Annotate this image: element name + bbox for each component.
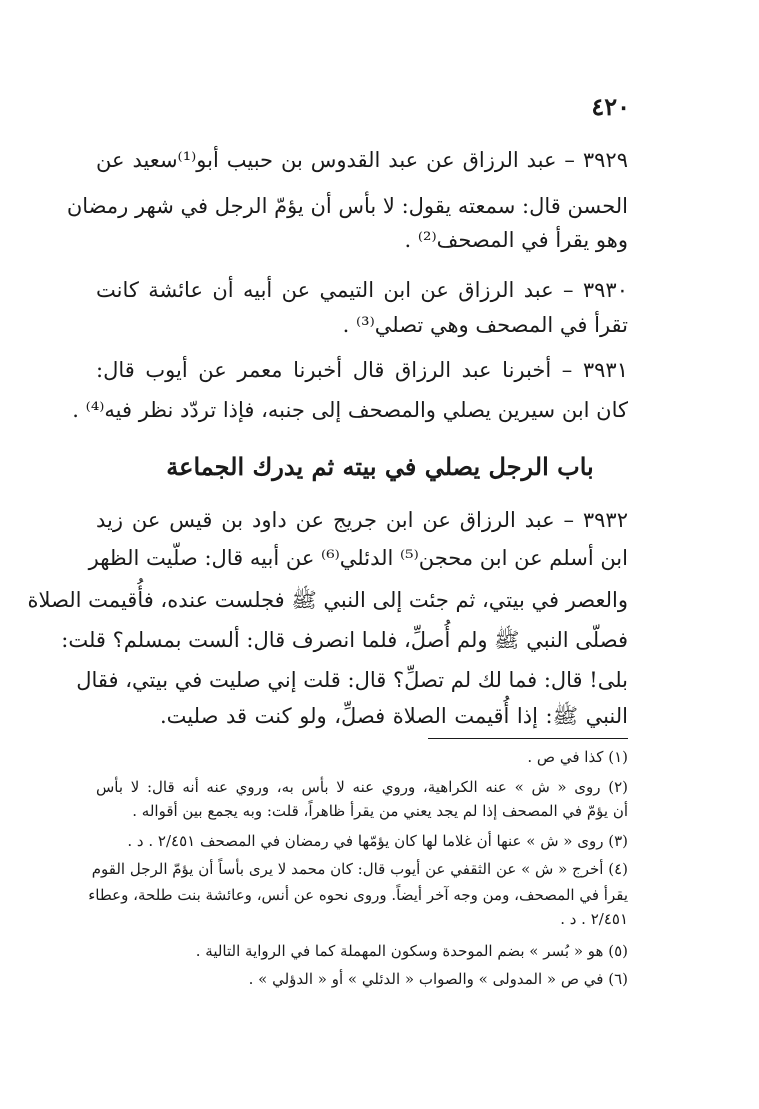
hadith-3932-line-1: ٣٩٣٢ – عبد الرزاق عن ابن جريج عن داود بن قيس عن زيد — [96, 508, 628, 532]
footnote-5: (٥) هو « بُسر » بضم الموحدة وسكون المهملة كما في الرواية التالية . — [195, 942, 628, 960]
hadith-3932-line-3: والعصر في بيتي، ثم جئت إلى النبي ﷺ فجلست عنده، فأُقيمت الصلاة — [27, 588, 628, 612]
footnote-3: (٣) روى « ش » عنها أن غلاما لها كان يؤمّها في رمضان في المصحف ٢/٤٥١ . د . — [127, 832, 628, 850]
hadith-3932-line-5: بلى! قال: فما لك لم تصلِّ؟ قال: قلت إني صليت في بيتي، فقال — [76, 668, 628, 692]
footnote-4-line-2: يقرأ في المصحف، ومن وجه آخر أيضاً. وروى نحوه عن أنس، وعائشة بنت طلحة، وعطاء — [88, 886, 628, 904]
hadith-3929-line-3: وهو يقرأ في المصحف⁽²⁾ . — [404, 228, 628, 252]
footnote-6: (٦) في ص « المدولى » والصواب « الدئلي » أو « الدؤلي » . — [248, 970, 628, 988]
footnote-divider — [428, 738, 628, 739]
page-number: ٤٢٠ — [591, 92, 630, 121]
footnote-2-line-2: أن يؤمّ في المصحف إذا لم يجد يعني من يقرأ ظاهراً، قلت: وبه يجمع بين أقواله . — [132, 802, 628, 820]
footnote-1: (١) كذا في ص . — [527, 748, 628, 766]
hadith-3929-line-1: ٣٩٢٩ – عبد الرزاق عن عبد القدوس بن حبيب أبو⁽¹⁾سعيد عن — [96, 148, 628, 172]
hadith-3932-line-6: النبي ﷺ: إذا أُقيمت الصلاة فصلِّ، ولو كنت قد صليت. — [160, 704, 628, 728]
hadith-3931-line-2: كان ابن سيرين يصلي والمصحف إلى جنبه، فإذا تردّد نظر فيه⁽⁴⁾ . — [72, 398, 628, 422]
hadith-3930-line-1: ٣٩٣٠ – عبد الرزاق عن ابن التيمي عن أبيه أن عائشة كانت — [96, 278, 628, 302]
footnote-2-line-1: (٢) روى « ش » عنه الكراهية، وروي عنه لا بأس به، وروي عنه أنه قال: لا بأس — [96, 778, 628, 796]
hadith-3931-line-1: ٣٩٣١ – أخبرنا عبد الرزاق قال أخبرنا معمر عن أيوب قال: — [96, 358, 628, 382]
footnote-4-line-3: ٢/٤٥١ . د . — [560, 910, 628, 928]
hadith-3932-line-4: فصلّى النبي ﷺ ولم أُصلِّ، فلما انصرف قال: ألست بمسلم؟ قلت: — [61, 628, 628, 652]
footnote-4-line-1: (٤) أخرج « ش » عن الثقفي عن أيوب قال: كان محمد لا يرى بأساً أن يؤمّ الرجل القوم — [91, 860, 628, 878]
hadith-3932-line-2: ابن أسلم عن ابن محجن⁽⁵⁾ الدئلي⁽⁶⁾ عن أبيه قال: صلّيت الظهر — [88, 546, 628, 570]
hadith-3930-line-2: تقرأ في المصحف وهي تصلي⁽³⁾ . — [342, 313, 628, 337]
hadith-3929-line-2: الحسن قال: سمعته يقول: لا بأس أن يؤمّ الرجل في شهر رمضان — [66, 194, 628, 218]
section-heading: باب الرجل يصلي في بيته ثم يدرك الجماعة — [166, 452, 594, 481]
